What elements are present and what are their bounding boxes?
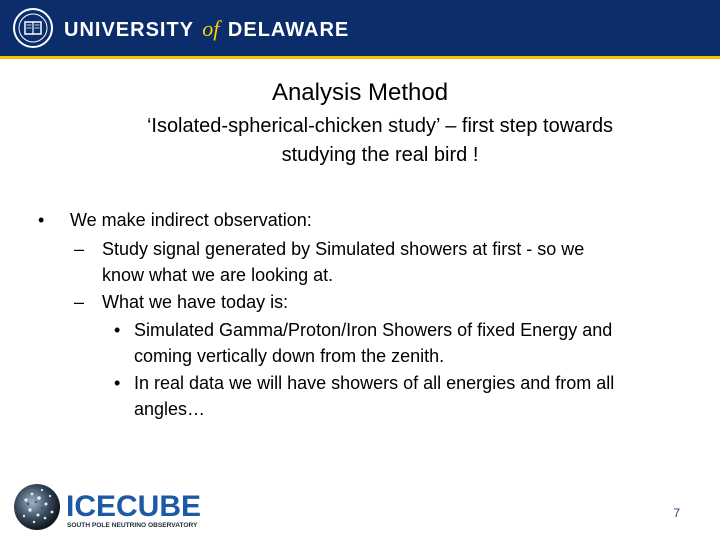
bullet-level2 [74, 236, 584, 288]
icecube-logo-text: ICECUBE [66, 490, 202, 523]
slide-title: Analysis Method [271, 79, 449, 106]
university-word: UNIVERSITY [64, 19, 194, 41]
bullet-text [134, 317, 612, 369]
university-seal-icon [12, 7, 54, 49]
bullet-marker: • [114, 373, 121, 393]
bullet-line: coming vertically down from the zenith. [134, 346, 445, 366]
dash-marker: – [74, 292, 85, 312]
bullet-text: We make indirect observation: [70, 210, 312, 230]
dash-marker: – [74, 239, 85, 259]
subtitle-line-2: studying the real bird ! [281, 144, 479, 166]
header-gold-rule [0, 56, 720, 59]
subtitle-line-1: ‘Isolated-spherical-chicken study’ – first step towards [146, 115, 614, 137]
icecube-logo-subtext: SOUTH POLE NEUTRINO OBSERVATORY [67, 522, 198, 529]
bullet-line: know what we are looking at. [102, 265, 334, 285]
bullet-line: Study signal generated by Simulated showers at first - so we [102, 239, 585, 259]
delaware-word: DELAWARE [227, 19, 350, 41]
bullet-level3 [114, 317, 612, 369]
bullet-level3 [114, 370, 614, 422]
bullet-marker: • [38, 210, 45, 230]
of-word: of [202, 16, 220, 41]
bullet-text: What we have today is: [102, 292, 289, 312]
bullet-marker: • [114, 320, 121, 340]
page-number: 7 [673, 506, 680, 520]
bullet-level1 [38, 207, 312, 233]
bullet-line: Simulated Gamma/Proton/Iron Showers of fixed Energy and [134, 320, 613, 340]
bullet-text [134, 370, 614, 422]
university-header-bar [0, 0, 720, 56]
bullet-line: angles… [134, 399, 206, 419]
icecube-logo [12, 482, 252, 532]
bullet-text [102, 236, 584, 288]
slide-subtitle [80, 112, 680, 170]
bullet-level2 [74, 289, 288, 315]
university-wordmark [64, 15, 349, 43]
bullet-line: In real data we will have showers of all energies and from all [134, 373, 615, 393]
